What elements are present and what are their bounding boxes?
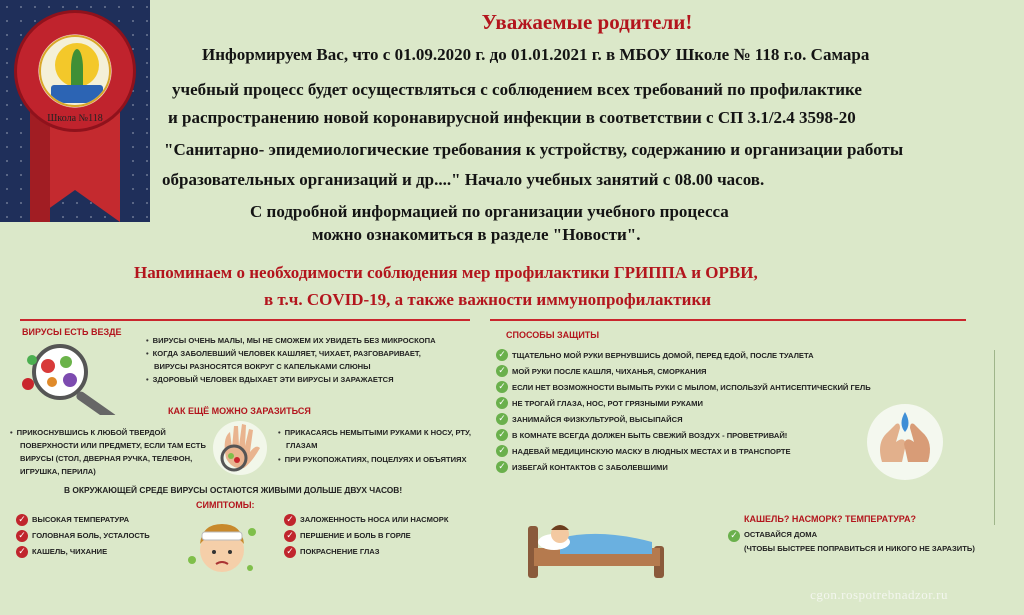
viruses-item-3: • ЗДОРОВЫЙ ЧЕЛОВЕК ВДЫХАЕТ ЭТИ ВИРУСЫ И ЗАРАЖАЕТСЯ (146, 373, 394, 386)
source-watermark: cgon.rospotrebnadzor.ru (810, 587, 948, 602)
protection-check-icon: ✓ (496, 349, 508, 361)
symptom-right-1: ЗАЛОЖЕННОСТЬ НОСА ИЛИ НАСМОРК (300, 515, 449, 524)
symptom-check-icon: ✓ (16, 530, 28, 542)
divider-left (20, 319, 470, 321)
sick-line-1: ОСТАВАЙСЯ ДОМА (744, 530, 818, 539)
symptom-check-icon: ✓ (284, 530, 296, 542)
protection-check-icon: ✓ (496, 365, 508, 377)
announcement-line-6: С подробной информацией по организации учебного процесса (250, 202, 729, 221)
symptoms-heading: СИМПТОМЫ: (196, 500, 255, 510)
infection-right-2: ГЛАЗАМ (286, 441, 318, 450)
symptom-left-3: КАШЕЛЬ, ЧИХАНИЕ (32, 547, 108, 556)
environment-note: В ОКРУЖАЮЩЕЙ СРЕДЕ ВИРУСЫ ОСТАЮТСЯ ЖИВЫМИ ДОЛЬШЕ ДВУХ ЧАСОВ! (64, 485, 403, 495)
infection-left-3: ВИРУСЫ (СТОЛ, ДВЕРНАЯ РУЧКА, ТЕЛЕФОН, (20, 454, 193, 463)
divider-right (490, 319, 966, 321)
side-rule (994, 350, 995, 525)
protection-check-icon: ✓ (496, 413, 508, 425)
viruses-item-1: • ВИРУСЫ ОЧЕНЬ МАЛЫ, МЫ НЕ СМОЖЕМ ИХ УВИДЕТЬ БЕЗ МИКРОСКОПА (146, 334, 436, 347)
symptom-left-2: ГОЛОВНАЯ БОЛЬ, УСТАЛОСТЬ (32, 531, 150, 540)
protection-item-4: НЕ ТРОГАЙ ГЛАЗА, НОС, РОТ ГРЯЗНЫМИ РУКАМИ (512, 399, 703, 408)
infection-heading: КАК ЕЩЁ МОЖНО ЗАРАЗИТЬСЯ (168, 406, 311, 416)
symptom-left-1: ВЫСОКАЯ ТЕМПЕРАТУРА (32, 515, 130, 524)
leaf-icon (71, 49, 83, 87)
symptom-right-3: ПОКРАСНЕНИЕ ГЛАЗ (300, 547, 380, 556)
emblem-center (39, 35, 111, 107)
protection-item-3: ЕСЛИ НЕТ ВОЗМОЖНОСТИ ВЫМЫТЬ РУКИ С МЫЛОМ, ИСПОЛЬЗУЙ АНТИСЕПТИЧЕСКИЙ ГЕЛЬ (512, 383, 871, 392)
sick-line-2: (ЧТОБЫ БЫСТРЕЕ ПОПРАВИТЬСЯ И НИКОГО НЕ ЗАРАЗИТЬ) (744, 544, 975, 553)
symptom-check-icon: ✓ (284, 546, 296, 558)
protection-item-5: ЗАНИМАЙСЯ ФИЗКУЛЬТУРОЙ, ВЫСЫПАЙСЯ (512, 415, 683, 424)
virus-magnifier-icon (18, 340, 133, 415)
infection-left-1: • ПРИКОСНУВШИСЬ К ЛЮБОЙ ТВЕРДОЙ (10, 426, 166, 439)
reminder-line-1: Напоминаем о необходимости соблюдения мер профилактики ГРИППА и ОРВИ, (134, 263, 758, 282)
page-title: Уважаемые родители! (481, 10, 693, 34)
sick-child-icon (184, 510, 260, 580)
symptom-check-icon: ✓ (284, 514, 296, 526)
announcement-line-5: образовательных организаций и др...." Начало учебных занятий с 08.00 часов. (162, 170, 765, 189)
protection-item-1: ТЩАТЕЛЬНО МОЙ РУКИ ВЕРНУВШИСЬ ДОМОЙ, ПЕРЕД ЕДОЙ, ПОСЛЕ ТУАЛЕТА (512, 351, 814, 360)
infection-right-3: • ПРИ РУКОПОЖАТИЯХ, ПОЦЕЛУЯХ И ОБЪЯТИЯХ (278, 453, 467, 466)
emblem-school-name: Школа №118 (47, 113, 103, 124)
protection-item-2: МОЙ РУКИ ПОСЛЕ КАШЛЯ, ЧИХАНЬЯ, СМОРКАНИЯ (512, 367, 707, 376)
infection-right-1: • ПРИКАСАЯСЬ НЕМЫТЫМИ РУКАМИ К НОСУ, РТУ, (278, 426, 471, 439)
announcement-line-1: Информируем Вас, что с 01.09.2020 г. до 01.01.2021 г. в МБОУ Школе № 118 г.о. Самара (202, 45, 870, 64)
protection-item-6: В КОМНАТЕ ВСЕГДА ДОЛЖЕН БЫТЬ СВЕЖИЙ ВОЗДУХ - ПРОВЕТРИВАЙ! (512, 431, 788, 440)
protection-check-icon: ✓ (496, 461, 508, 473)
announcement-line-2: учебный процесс будет осуществляться с соблюдением всех требований по профилактике (172, 80, 862, 99)
protection-check-icon: ✓ (496, 445, 508, 457)
hand-virus-icon (208, 418, 272, 480)
viruses-item-2: • КОГДА ЗАБОЛЕВШИЙ ЧЕЛОВЕК КАШЛЯЕТ, ЧИХАЕТ, РАЗГОВАРИВАЕТ, (146, 347, 421, 360)
book-icon (51, 85, 103, 103)
infection-left-2: ПОВЕРХНОСТИ ИЛИ ПРЕДМЕТУ, ЕСЛИ ТАМ ЕСТЬ (20, 441, 206, 450)
symptom-check-icon: ✓ (16, 546, 28, 558)
protection-heading: СПОСОБЫ ЗАЩИТЫ (506, 330, 600, 340)
viruses-item-2b: ВИРУСЫ РАЗНОСЯТСЯ ВОКРУГ С КАПЕЛЬКАМИ СЛЮНЫ (154, 362, 371, 371)
reminder-line-2: в т.ч. COVID-19, а также важности иммунопрофилактики (264, 290, 712, 309)
sick-heading: КАШЕЛЬ? НАСМОРК? ТЕМПЕРАТУРА? (744, 514, 917, 524)
handwash-icon (862, 402, 948, 482)
protection-check-icon: ✓ (496, 397, 508, 409)
announcement-line-4: "Санитарно- эпидемиологические требования к устройству, содержанию и организации работы (164, 140, 904, 159)
viruses-heading: ВИРУСЫ ЕСТЬ ВЕЗДЕ (22, 327, 122, 337)
symptom-right-2: ПЕРШЕНИЕ И БОЛЬ В ГОРЛЕ (300, 531, 411, 540)
school-emblem (14, 10, 136, 132)
protection-check-icon: ✓ (496, 429, 508, 441)
infection-left-4: ИГРУШКА, ПЕРИЛА) (20, 467, 96, 476)
protection-item-8: ИЗБЕГАЙ КОНТАКТОВ С ЗАБОЛЕВШИМИ (512, 463, 668, 472)
announcement-line-3: и распространению новой коронавирусной инфекции в соответствии с СП 3.1/2.4 3598-20 (168, 108, 856, 127)
protection-item-7: НАДЕВАЙ МЕДИЦИНСКУЮ МАСКУ В ЛЮДНЫХ МЕСТАХ И В ТРАНСПОРТЕ (512, 447, 791, 456)
emblem-panel (0, 0, 150, 222)
symptom-check-icon: ✓ (16, 514, 28, 526)
sick-in-bed-icon (520, 498, 670, 582)
sick-check-icon: ✓ (728, 530, 740, 542)
protection-check-icon: ✓ (496, 381, 508, 393)
announcement (134, 0, 1024, 310)
announcement-line-7: можно ознакомиться в разделе "Новости". (312, 225, 641, 244)
